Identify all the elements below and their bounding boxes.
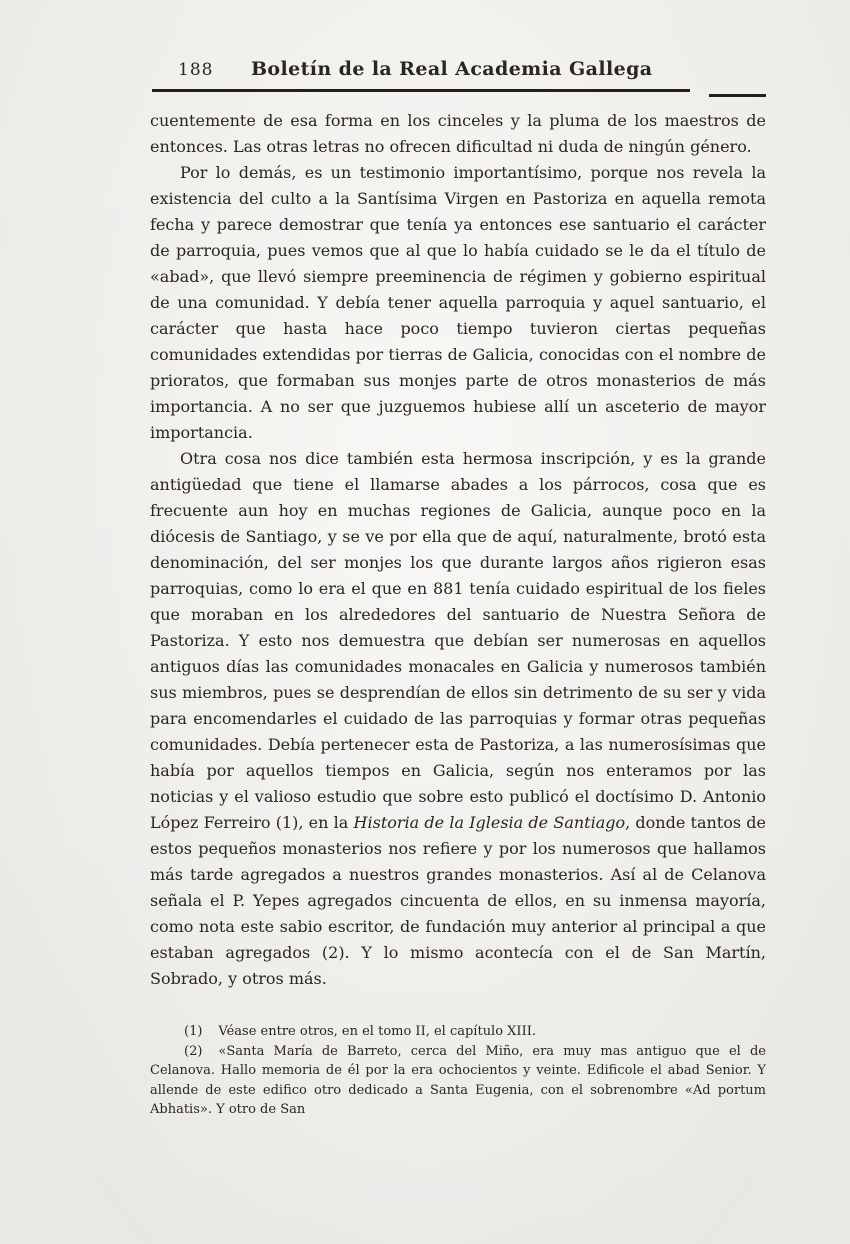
body-text <box>150 108 766 992</box>
footnote-2-text: «Santa María de Barreto, cerca del Miño, era muy mas antiguo que el de Celanova. Hallo memoria de él por la era ochocientos y veinte. Edificole el abad Senior. Y allende de este edifico otro dedicado a Santa Eugenia, con el sobrenombre «Ad portum Abhatis». Y otro de San <box>150 1043 766 1117</box>
paragraph-1: cuentemente de esa forma en los cinceles y la pluma de los maestros de entonces. Las otras letras no ofrecen dificultad ni duda de ningún género. <box>150 111 766 156</box>
paragraph-3-text-cont: , donde tantos de estos pequeños monasterios nos refiere y por los numerosos que hallamos más tarde agregados a nuestros grandes monasterios. Así al de Celanova señala el P. Yepes agregados cincuenta de ellos, en su inmensa mayoría, como nota este sabio escritor, de fundación muy anterior al principal a que estaban agregados (2). Y lo mismo acontecía con el de San Martín, Sobrado, y otros más. <box>150 813 767 988</box>
paragraph-2: Por lo demás, es un testimonio importantísimo, porque nos revela la existencia del culto a la Santísima Virgen en Pastoriza en aquella remota fecha y parece demostrar que tenía ya entonces ese santuario el carácter de parroquia, pues vemos que al que lo había cuidado se le da el título de «abad», que llevó siempre preeminencia de régimen y gobierno espiritual de una comunidad. Y debía tener aquella parroquia y aquel santuario, el carácter que hasta hace poco tiempo tuvieron ciertas pequeñas comunidades extendidas por tierras de Galicia, conocidas con el nombre de prioratos, que formaban sus monjes parte de otros monasterios de más importancia. A no ser que juzguemos hubiese allí un asceterio de mayor importancia. <box>150 163 766 442</box>
footnote-2 <box>150 1042 766 1120</box>
footnote-2-label: (2) <box>184 1043 203 1059</box>
footnote-1-label: (1) <box>184 1024 203 1039</box>
page-number: 188 <box>178 60 214 80</box>
footnote-1-text: Véase entre otros, en el tomo II, el capítulo XIII. <box>218 1024 536 1039</box>
header-row <box>150 58 690 80</box>
header-rule <box>152 89 690 92</box>
book-title-italic: Historia de la Iglesia de Santiago <box>353 813 626 832</box>
footnotes <box>150 1022 766 1120</box>
header-title: Boletín de la Real Academia Gallega <box>250 58 653 80</box>
page-header <box>150 58 766 92</box>
paragraph-3-text: Otra cosa nos dice también esta hermosa inscripción, y es la grande antigüedad que tiene el llamarse abades a los párrocos, cosa que es frecuente aun hoy en muchas regiones de Galicia, aunque poco en la diócesis de Santiago, y se ve por ella que de aquí, naturalmente, brotó esta denominación, del ser monjes los que durante largos años rigieron esas parroquias, como lo era el que en 881 tenía cuidado espiritual de los fieles que moraban en los alrededores del santuario de Nuestra Señora de Pastoriza. Y esto nos demuestra que debían ser numerosas en aquellos antiguos días las comunidades monacales en Galicia y numerosos también sus miembros, pues se desprendían de ellos sin detrimento de su ser y vida para encomendarles el cuidado de las parroquias y formar otras pequeñas comunidades. Debía pertenecer esta de Pastoriza, a las numerosísimas que había por aquellos tiempos en Galicia, según nos enteramos por las noticias y el valioso estudio que sobre esto publicó el doctísimo D. Antonio López Ferreiro (1), en la <box>150 449 766 832</box>
paragraph-3 <box>150 446 766 992</box>
header-rule-short <box>709 94 766 97</box>
footnote-1 <box>150 1022 766 1042</box>
document-page <box>150 58 766 1120</box>
